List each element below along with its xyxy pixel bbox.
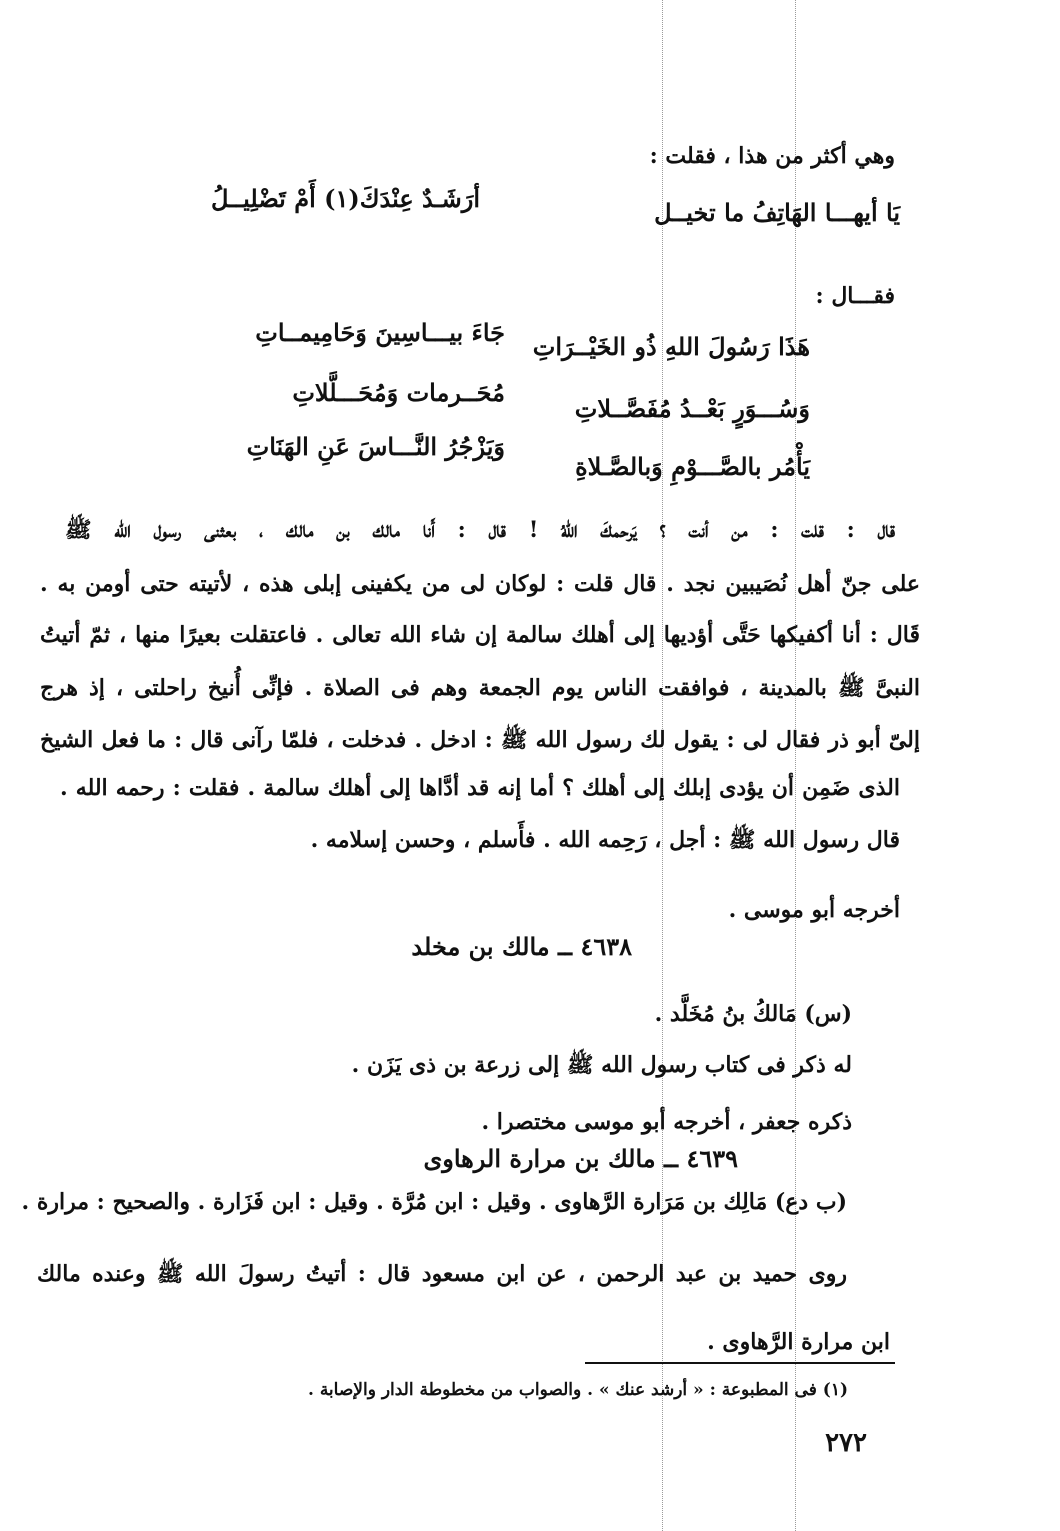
verse-right-hemistich: هَذَا رَسُولَ اللهِ ذُو الخَيْــرَاتِ: [532, 332, 810, 361]
fold-line: [662, 0, 663, 1531]
footnote-rule: [585, 1362, 895, 1364]
akhrajahu-line: أخرجه أبو موسى .: [728, 897, 900, 923]
verse-right-hemistich: وَسُـــوَرٍ بَعْــدُ مُفَصَّــلاتِ: [574, 394, 810, 423]
entry-4638-line: له ذكر فى كتاب رسول الله ﷺ إلى زرعة بن ذى يَزَن .: [351, 1052, 852, 1078]
paragraph-line: النبىَّ ﷺ بالمدينة ، فوافقت الناس يوم الجمعة وهم فى الصلاة . فإنِّى أُنيخ راحلتى ، إذ هرج: [40, 675, 920, 701]
verse-left-hemistich: وَيَزْجُرُ النَّـــاسَ عَنِ الهَنَاتِ: [246, 432, 505, 461]
paragraph-line: قال : قلت : من أنت ؟ يَرحمكَ اللهُ ! قال : أَنا مالك بن مالك ، بعثنى رسول الله ﷺ: [65, 517, 895, 543]
entry-4639-line: روى حميد بن عبد الرحمن ، عن ابن مسعود قال : أتيتُ رسولَ الله ﷺ وعنده مالك: [37, 1261, 847, 1287]
verse-right-hemistich: يَأْمُر بالصَّـــوْمِ وَبالصَّـلاةِ: [575, 452, 810, 481]
paragraph-line: قال رسول الله ﷺ : أجل ، رَحِمه الله . فأَسلم ، وحسن إسلامه .: [310, 827, 900, 853]
paragraph-line: إلىّ أبو ذر فقال لى : يقول لك رسول الله ﷺ : ادخل . فدخلت ، فلمّا رآنى قال : ما فعل الشيخ: [40, 727, 920, 753]
footnote: (١) فى المطبوعة : « أرشد عنك » . والصواب من مخطوطة الدار والإصابة .: [307, 1380, 848, 1400]
paragraph-line: الذى ضَمِن أن يؤدى إبلك إلى أهلك ؟ أما إنه قد أدَّاها إلى أهلك سالمة . فقلت : رحمه الله .: [60, 775, 900, 801]
verse-1-right-hemistich: يَا أيهـــا الهَاتِفُ ما تخيــل: [654, 198, 900, 227]
faqala-label: فقـــال :: [815, 283, 895, 309]
page-number: ٢٧٢: [825, 1428, 867, 1458]
entry-4639-line: (ب دع) مَالِك بن مَرَارة الرَّهاوى . وقيل : ابن مُرَّة . وقيل : ابن فَزَارة . والصحيح : مرارة .: [21, 1189, 847, 1215]
paragraph-line: قَال : أنا أكفيكها حَتَّى أؤديها إلى أهلك سالمة إن شاء الله تعالى . فاعتقلت بعيرًا منها ، ثمّ أتيتُ: [40, 622, 920, 648]
verse-left-hemistich: جَاءَ بيـــاسِينَ وَحَامِيمــاتِ: [255, 318, 505, 347]
verse-left-hemistich: مُحَــرمات وَمُحَـــلَّلاتِ: [292, 378, 505, 407]
entry-4638-line: ذكره جعفر ، أخرجه أبو موسى مختصرا .: [481, 1109, 852, 1135]
entry-heading-4639: ٤٦٣٩ ــ مالك بن مرارة الرهاوى: [423, 1144, 738, 1173]
entry-4638-line: (س) مَالكُ بنُ مُخَلَّد .: [654, 1001, 852, 1027]
verse-1-left-hemistich: أرَشَـدٌ عِنْدَكَ(١) أَمْ تَضْلِيــلُ: [210, 184, 480, 213]
fold-line: [795, 0, 796, 1531]
entry-4639-line: ابن مرارة الرَّهاوى .: [707, 1329, 890, 1355]
intro-line: وهي أكثر من هذا ، فقلت :: [649, 143, 895, 169]
entry-heading-4638: ٤٦٣٨ ــ مالك بن مخلد: [411, 932, 632, 961]
paragraph-line: على جنّ أهل نُصَيبين نجد . قال قلت : لوكان لى من يكفينى إبلى هذه ، لأتيته حتى أومن به .: [40, 571, 920, 597]
